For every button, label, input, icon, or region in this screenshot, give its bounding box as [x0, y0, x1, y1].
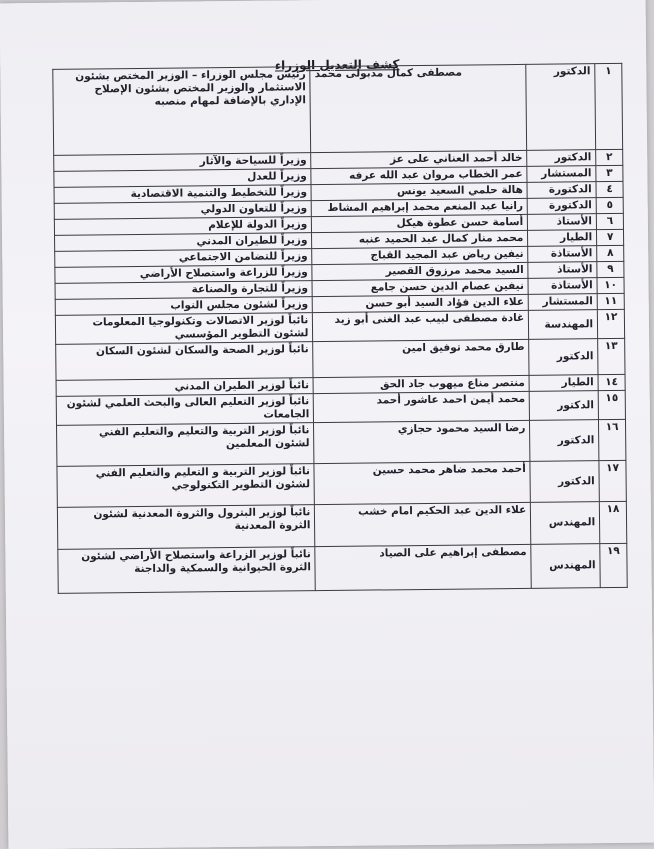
- row-name: مصطفى إبراهيم على الصياد: [315, 544, 531, 590]
- row-position: وزيراً للزراعة واستصلاح الأراضي: [55, 265, 313, 284]
- row-number: ٤: [596, 181, 623, 197]
- row-number: ١٩: [600, 543, 627, 587]
- row-honorific: الدكتور: [530, 461, 599, 503]
- row-position: نائباً لوزير الصحة والسكان لشئون السكان: [56, 342, 314, 381]
- row-number: ١٠: [597, 277, 624, 293]
- row-honorific: الأستاذ: [528, 262, 597, 279]
- row-number: ١٤: [598, 374, 625, 390]
- row-position: وزيراً للسياحة والآثار: [54, 153, 312, 172]
- table-row: [57, 501, 626, 549]
- row-number: ١٣: [598, 338, 625, 374]
- table-row: [53, 63, 623, 155]
- row-position: وزيراً للتضامن الاجتماعي: [55, 249, 313, 268]
- row-number: ١: [595, 63, 623, 149]
- row-name: نيفين رياض عبد المجيد القباج: [312, 246, 528, 264]
- row-honorific: المهندس: [531, 544, 600, 589]
- row-honorific: الطيار: [529, 375, 598, 392]
- row-position: نائباً لوزير البترول والثروة المعدنية لشئون الثروة المعدنية: [57, 505, 315, 550]
- row-name: أسامة حسن عطوة هيكل: [312, 214, 528, 232]
- row-honorific: الدكتور: [529, 339, 598, 376]
- row-position: وزيراً للتجارة والصناعة: [55, 281, 313, 300]
- row-honorific: المستشار: [528, 294, 597, 311]
- row-name: نيفين عصام الدين حسن جامع: [312, 278, 528, 296]
- row-honorific: الدكتور: [527, 150, 596, 167]
- row-position: وزيراً للتخطيط والتنمية الاقتصادية: [54, 185, 312, 204]
- row-name: السيد محمد مرزوق القصير: [312, 262, 528, 280]
- row-name: علاء الدين فؤاد السيد أبو حسن: [313, 294, 529, 312]
- row-honorific: الأستاذة: [528, 278, 597, 295]
- table-row: [58, 543, 627, 593]
- row-honorific: الدكتورة: [527, 198, 596, 215]
- row-honorific: المهندس: [531, 502, 600, 545]
- row-honorific: الأستاذ: [528, 214, 597, 231]
- row-name: محمد منار كمال عبد الحميد عنبه: [312, 230, 528, 248]
- row-honorific: الدكتور: [526, 64, 596, 151]
- row-honorific: الأستاذة: [528, 246, 597, 263]
- row-position: رئيس مجلس الوزراء – الوزير المختص بشئون الاستثمار والوزير المختص بشئون الإصلاح الإداري بالإضافة لمهام منصبه: [53, 67, 311, 156]
- row-name: غادة مصطفى لبيب عبد الغنى أبو زيد: [313, 310, 529, 341]
- row-number: ٩: [597, 261, 624, 277]
- row-position: نائباً لوزير التعليم العالى والبحث العلمي لشئون الجامعات: [56, 394, 314, 426]
- row-position: نائباً لوزير التربية والتعليم والتعليم الفني لشئون المعلمين: [57, 423, 315, 467]
- row-honorific: الدكتور: [530, 420, 599, 462]
- row-position: نائباً لوزير الطيران المدني: [56, 378, 314, 397]
- row-number: ٨: [597, 245, 624, 261]
- row-name: علاء الدين عبد الحكيم امام خشب: [315, 502, 531, 546]
- row-name: مصطفى كمال مدبولى محمد: [310, 64, 527, 152]
- row-number: ٢: [596, 149, 623, 165]
- row-honorific: المهندسة: [529, 310, 598, 340]
- row-position: وزيراً للعدل: [54, 169, 312, 188]
- row-name: عمر الخطاب مروان عبد الله عرفه: [311, 166, 527, 184]
- row-honorific: الدكتور: [529, 391, 598, 421]
- row-number: ١١: [597, 293, 624, 309]
- row-position: نائباً لوزير الزراعة واستصلاح الأراضي لشئون الثروة الحيوانية والسمكية والداجنة: [58, 547, 316, 594]
- row-name: خالد أحمد العناني على عز: [311, 150, 527, 168]
- row-number: ١٢: [597, 309, 624, 338]
- table-row: [57, 419, 626, 466]
- row-position: وزيراً للطيران المدني: [55, 233, 313, 252]
- row-number: ٧: [597, 229, 624, 245]
- row-number: ٥: [596, 197, 623, 213]
- row-number: ٣: [596, 165, 623, 181]
- row-honorific: الطيار: [528, 230, 597, 247]
- row-position: وزيراً للتعاون الدولي: [54, 201, 312, 220]
- row-position: نائباً لوزير الاتصالات وتكنولوجيا المعلومات لشئون التطوير المؤسسي: [55, 313, 313, 345]
- table-row: [57, 460, 626, 507]
- row-position: وزيراً الدولة للإعلام: [54, 217, 312, 236]
- row-name: طارق محمد توفيق امين: [313, 339, 529, 377]
- row-number: ١٥: [598, 390, 625, 419]
- document-title: كشف التعديل الوزراء: [274, 57, 400, 73]
- row-name: أحمد محمد ضاهر محمد حسين: [314, 461, 530, 504]
- row-name: رانيا عبد المنعم محمد إبراهيم المشاط: [312, 198, 528, 216]
- row-number: ١٧: [599, 460, 626, 501]
- ministers-table: [52, 63, 627, 594]
- row-position: وزيراً لشئون مجلس النواب: [55, 297, 313, 316]
- row-number: ٦: [596, 213, 623, 229]
- row-position: نائباً لوزير التربية و التعليم والتعليم الفني لشئون التطوير التكنولوجي: [57, 464, 315, 508]
- row-number: ١٦: [599, 419, 626, 460]
- row-name: هالة حلمي السعيد يونس: [311, 182, 527, 200]
- row-name: رضا السيد محمود حجازي: [314, 420, 530, 463]
- table-row: [56, 338, 625, 380]
- row-name: محمد أيمن احمد عاشور أحمد: [314, 391, 530, 422]
- row-name: منتصر مناع ميهوب جاد الحق: [313, 375, 529, 393]
- row-number: ١٨: [599, 501, 626, 543]
- row-honorific: الدكتورة: [527, 182, 596, 199]
- row-honorific: المستشار: [527, 166, 596, 183]
